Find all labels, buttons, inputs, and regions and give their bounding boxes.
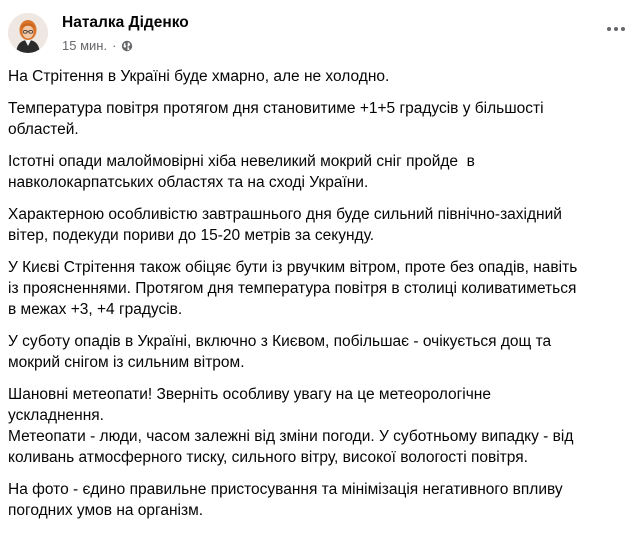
post-paragraph: Істотні опади малоймовірні хіба невеликий мокрий сніг пройде в навколокарпатських областях та на сході України. — [8, 153, 475, 191]
post-header — [8, 8, 636, 58]
more-options-icon[interactable] — [604, 20, 628, 38]
post-text — [8, 66, 638, 532]
more-dot — [607, 27, 611, 31]
more-dot — [614, 27, 618, 31]
post-paragraph: Шановні метеопати! Зверніть особливу увагу на це метеорологічне ускладнення. Метеопати - люди, часом залежні від зміни погоди. У суботньому випадку - від коливань атмосферного тиску, сильного вітру, високої вологості повітря. — [8, 386, 574, 466]
post-paragraph: На фото - єдино правильне пристосування та мінімізація негативного впливу погодних умов на організм. — [8, 481, 563, 519]
post-paragraph: На Стрітення в Україні буде хмарно, але не холодно. — [8, 68, 390, 85]
post-paragraph: У Києві Стрітення також обіцяє бути із рвучким вітром, проте без опадів, навіть із проясненнями. Протягом дня температура повітря в столиці коливатиметься в межах +3, +4 градусів. — [8, 259, 578, 318]
post-paragraph: У суботу опадів в Україні, включно з Києвом, побільшає - очікується дощ та мокрий снігом із сильним вітром. — [8, 333, 552, 371]
post-meta — [62, 38, 133, 53]
globe-icon[interactable] — [121, 40, 133, 52]
post-paragraph: Характерною особливістю завтрашнього дня буде сильний північно-західний вітер, подекуди пориви до 15-20 метрів за секунду. — [8, 206, 562, 244]
post-paragraph: Температура повітря протягом дня становитиме +1+5 градусів у більшості областей. — [8, 100, 544, 138]
author-name[interactable]: Наталка Діденко — [62, 14, 189, 31]
post-time[interactable]: 15 мин. — [62, 38, 108, 53]
more-dot — [621, 27, 625, 31]
avatar-portrait-icon — [8, 13, 48, 53]
author-avatar[interactable] — [8, 13, 48, 53]
meta-separator: · — [112, 38, 117, 53]
